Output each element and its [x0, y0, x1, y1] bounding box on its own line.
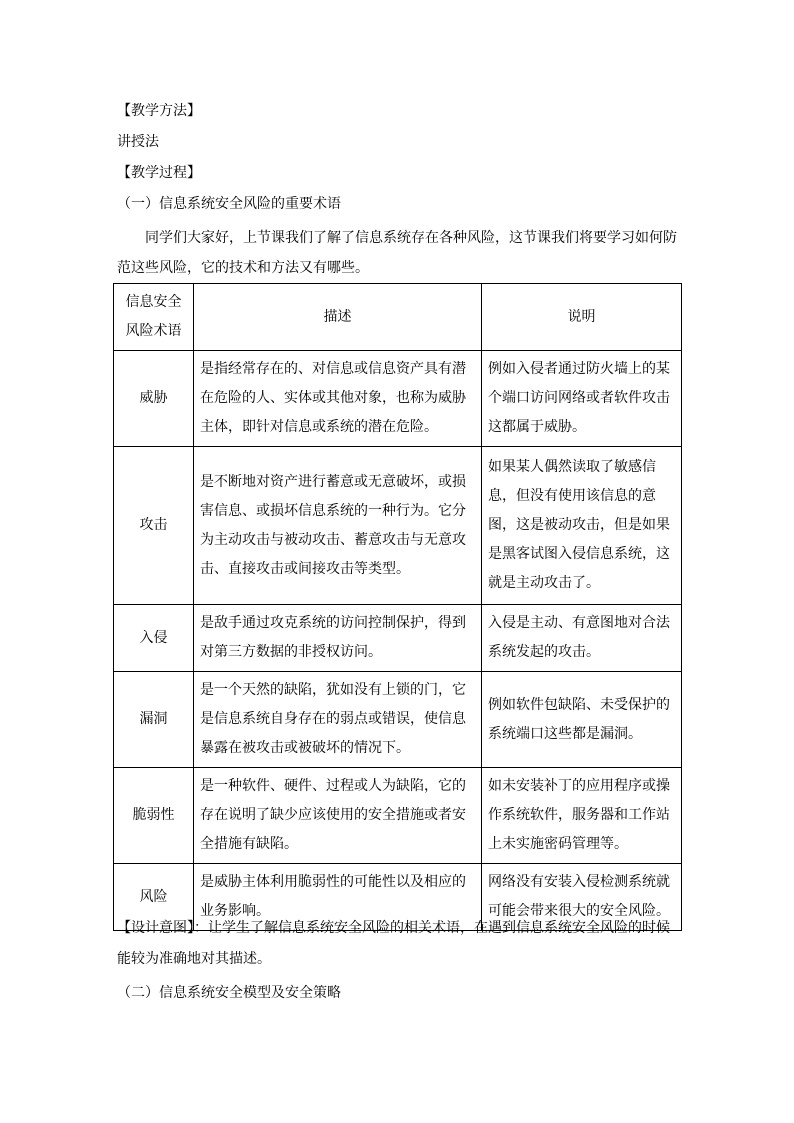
table-row — [114, 605, 682, 672]
description-cell: 是指经常存在的、对信息或信息资产具有潜在危险的人、实体或其他对象，也称为威胁主体，即针对信息或系统的潜在危险。 — [194, 351, 482, 447]
table-row — [114, 351, 682, 447]
risk-terms-table — [113, 283, 682, 931]
description-cell: 是敌手通过攻克系统的访问控制保护，得到对第三方数据的非授权访问。 — [194, 605, 482, 672]
header-term: 信息安全风险术语 — [114, 284, 194, 351]
note-cell: 网络没有安装入侵检测系统就可能会带来很大的安全风险。 — [482, 864, 682, 931]
teaching-process-heading: 【教学过程】 — [117, 165, 201, 181]
term-cell: 入侵 — [114, 605, 194, 672]
note-cell: 例如软件包缺陷、未受保护的系统端口这些都是漏洞。 — [482, 672, 682, 768]
term-cell: 漏洞 — [114, 672, 194, 768]
term-cell: 风险 — [114, 864, 194, 931]
note-cell: 如未安装补丁的应用程序或操作系统软件，服务器和工作站上未实施密码管理等。 — [482, 768, 682, 864]
table-row — [114, 447, 682, 605]
description-cell: 是不断地对资产进行蓄意或无意破坏，或损害信息、或损坏信息系统的一种行为。它分为主动攻击与被动攻击、蓄意攻击与无意攻击、直接攻击或间接攻击等类型。 — [194, 447, 482, 605]
header-description: 描述 — [194, 284, 482, 351]
teaching-method-text: 讲授法 — [117, 134, 159, 150]
note-cell: 入侵是主动、有意图地对合法系统发起的攻击。 — [482, 605, 682, 672]
section-2-heading: （二）信息系统安全模型及安全策略 — [117, 985, 341, 1001]
note-cell: 如果某人偶然读取了敏感信息，但没有使用该信息的意图，这是被动攻击，但是如果是黑客试图入侵信息系统，这就是主动攻击了。 — [482, 447, 682, 605]
description-cell: 是威胁主体利用脆弱性的可能性以及相应的业务影响。 — [194, 864, 482, 931]
term-cell: 攻击 — [114, 447, 194, 605]
table-header-row — [114, 284, 682, 351]
design-intent-line-1: 【设计意图】：让学生了解信息系统安全风险的相关术语，在遇到信息系统安全风险的时候 — [117, 920, 670, 936]
table-row — [114, 768, 682, 864]
intro-paragraph-line-1: 同学们大家好，上节课我们了解了信息系统存在各种风险，这节课我们将要学习如何防 — [145, 230, 677, 246]
table-row — [114, 672, 682, 768]
term-cell: 威胁 — [114, 351, 194, 447]
intro-paragraph-line-2: 范这些风险，它的技术和方法又有哪些。 — [117, 260, 369, 276]
section-1-heading: （一）信息系统安全风险的重要术语 — [117, 196, 341, 212]
note-cell: 例如入侵者通过防火墙上的某个端口访问网络或者软件攻击这都属于威胁。 — [482, 351, 682, 447]
teaching-method-heading: 【教学方法】 — [117, 103, 201, 119]
description-cell: 是一种软件、硬件、过程或人为缺陷，它的存在说明了缺少应该使用的安全措施或者安全措施有缺陷。 — [194, 768, 482, 864]
description-cell: 是一个天然的缺陷，犹如没有上锁的门，它是信息系统自身存在的弱点或错误，使信息暴露在被攻击或被破坏的情况下。 — [194, 672, 482, 768]
header-note: 说明 — [482, 284, 682, 351]
design-intent-line-2: 能较为准确地对其描述。 — [117, 951, 271, 967]
term-cell: 脆弱性 — [114, 768, 194, 864]
